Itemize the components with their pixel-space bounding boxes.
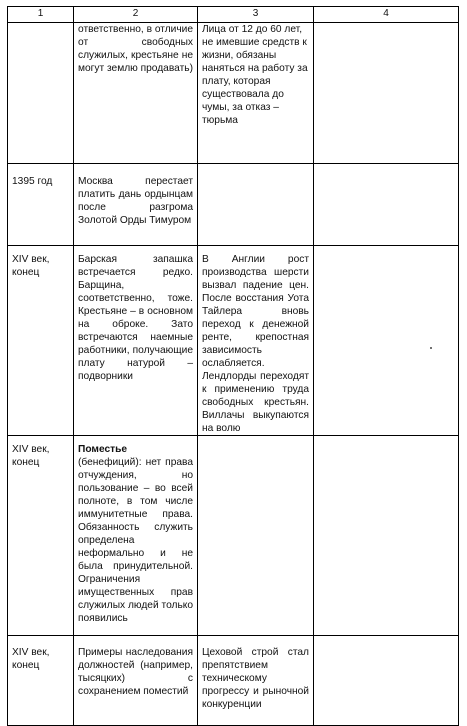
table-row [8, 636, 459, 726]
west-cell: В Англии рост производства шерсти вызвал падение цен. После восстания Уота Тайлера вновь переход к денежной ренте, крепостная зависимость ослабляется. Лендлорды переходят к применению труда свободных крестьян. Виллачы выкупаются на волю [198, 246, 314, 436]
russia-cell: Москва перестает платить дань ордынцам после разгрома Золотой Орды Тимуром [74, 164, 198, 246]
notes-cell [314, 164, 459, 246]
term-pomestie: Поместье [78, 444, 128, 455]
west-cell: Цеховой строй стал препятствием техническому прогрессу и рыночной конкуренции [198, 636, 314, 726]
term-definition: (бенефиций): нет права отчуждения, но пользование – во всей полноте, в том числе иммунитетные права. Обязанность служить определена неформально и не была принудительной. Ограничения имущественных прав служилых людей только появились [78, 457, 193, 624]
russia-cell [74, 436, 198, 636]
table-row [8, 246, 459, 436]
notes-cell [314, 636, 459, 726]
year-cell: XIV век, конец [8, 246, 74, 436]
column-header-1: 1 [8, 7, 74, 23]
russia-cell: ответственно, в отличие от свободных служилых, крестьяне не могут землю продавать) [74, 23, 198, 164]
west-cell [198, 164, 314, 246]
west-cell [198, 436, 314, 636]
notes-cell [314, 436, 459, 636]
year-cell [8, 23, 74, 164]
year-cell: XIV век, конец [8, 636, 74, 726]
russia-cell: Примеры наследования должностей (например, тысяцких) с сохранением поместий [74, 636, 198, 726]
table-row [8, 164, 459, 246]
scan-speck [430, 347, 432, 349]
column-header-2: 2 [74, 7, 198, 23]
russia-cell: Барская запашка встречается редко. Барщина, соответственно, тоже. Крестьяне – в основном на оброке. Зато встречаются наемные работники, получающие плату натурой – подворники [74, 246, 198, 436]
column-header-3: 3 [198, 7, 314, 23]
year-cell: XIV век, конец [8, 436, 74, 636]
column-header-4: 4 [314, 7, 459, 23]
table-row [8, 23, 459, 164]
table-row [8, 436, 459, 636]
history-table [7, 6, 459, 726]
west-cell: Лица от 12 до 60 лет, не имевшие средств к жизни, обязаны наняться на работу за плату, которая существовала до чумы, за отказ – тюрьма [198, 23, 314, 164]
table-header-row [8, 7, 459, 23]
notes-cell [314, 23, 459, 164]
year-cell: 1395 год [8, 164, 74, 246]
notes-cell [314, 246, 459, 436]
